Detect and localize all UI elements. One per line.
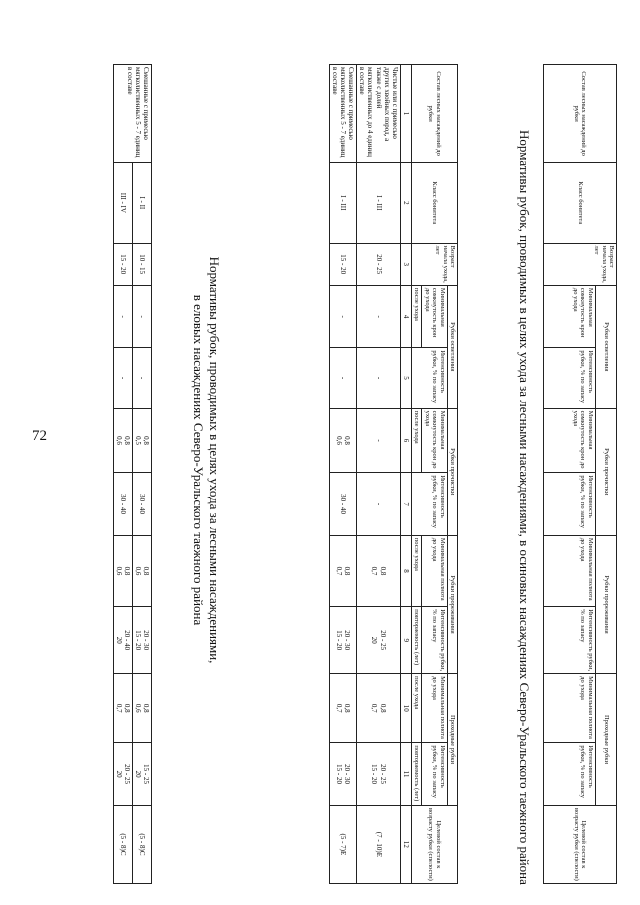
colnum: 4 [400,285,411,347]
colnum: 9 [400,607,411,674]
header-int: Интенсивность рубки, % по запасу [422,743,447,805]
cell-value: 0,8 0,7 [330,674,357,743]
cell-value: 15 - 25 20 [132,743,151,805]
header-min-full: Минимальная полнота до ухода [544,674,596,743]
colnum: 2 [400,163,411,243]
cell-age: 15 - 20 [113,243,132,285]
header-int: Интенсивность рубки, % по запасу [544,743,596,805]
header-repeat: повторяемость (лет) [411,607,421,674]
table-row [357,65,400,884]
cell-value: 0,8 0,6 [113,535,132,606]
cell-value: 0,8 0,5 [132,408,151,473]
header-after: после ухода [411,408,421,473]
header-target: Целевой состав к возрасту рубки (спелости) [544,805,617,883]
header-int: Интенсивность рубки, % по запасу [544,607,596,674]
cell-value: - [357,348,400,408]
cell-target: (7 - 10)Е [357,805,400,883]
colnum: 3 [400,243,411,285]
header-int: Интенсивность рубки, % по запасу [544,473,596,535]
colnum: 8 [400,535,411,606]
header-osv: Рубки осветления [447,285,457,408]
header-min-comp: Минимальная сомкнутость крон до ухода [544,408,596,473]
cell-bonitet: I - III [357,163,400,243]
cell-value: 0,8 0,7 [357,535,400,606]
colnum: 6 [400,408,411,473]
header-after: после ухода [411,535,421,606]
cell-target: (5 - 8)С [113,805,132,883]
cell-value: - [330,285,357,347]
cell-value: - [132,285,151,347]
colnum: 5 [400,348,411,408]
header-int: Интенсивность рубки, % по запасу [411,348,447,408]
colnum-row [400,65,411,884]
cell-value: 30 - 40 [132,473,151,535]
cell-value: 20 - 25 20 [357,607,400,674]
cell-value: 30 - 40 [330,473,357,535]
cell-value: - [357,473,400,535]
header-repeat: повторяемость (лет) [411,743,421,805]
table-row [132,65,151,884]
cell-value: 0,8 0,6 [132,535,151,606]
header-prohod: Проходные рубки [447,674,457,806]
cell-value: 20 - 30 15 - 20 [330,607,357,674]
cell-value: 0,8 0,7 [357,674,400,743]
cell-value: 0,8 0,6 [132,674,151,743]
cell-bonitet: III - IV [113,163,132,243]
cell-age: 20 - 25 [357,243,400,285]
header-after: после ухода [411,285,421,347]
header-int: Интенсивность рубки, % по запасу [411,473,447,535]
header-row [595,65,616,884]
header-after: после ухода [411,674,421,743]
table2-title [516,130,532,885]
cell-value: 0,8 0,7 [113,674,132,743]
cell-bonitet: I - III [330,163,357,243]
colnum: 11 [400,743,411,805]
cell-value: 20 - 30 15 - 20 [330,743,357,805]
cell-composition: Смешанные с примесью мягколиственных 5 - 7 единиц в составе [113,65,151,163]
header-age: Возраст начала ухода, лет [411,243,457,285]
colnum: 12 [400,805,411,883]
title-line: в еловых насаждениях Северо-Уральского таежного района [190,294,206,626]
header-prohod: Проходные рубки [595,674,616,806]
aspen-norms-table [543,64,617,884]
header-osv: Рубки осветления [595,285,616,408]
cell-age: 10 - 15 [132,243,151,285]
header-int: Интенсивность рубки, % по запасу [422,607,447,674]
continuation-table [113,64,152,884]
header-composition: Состав лесных насаждений до рубки [411,65,457,163]
header-min-comp: Минимальная сомкнутость крон до ухода [422,408,447,473]
cell-age: 15 - 20 [330,243,357,285]
header-target: Целевой состав к возрасту рубки (спелости) [411,805,457,883]
cell-value: 20 - 25 15 - 20 [357,743,400,805]
cell-value: - [113,348,132,408]
title-line: Нормативы рубок, проводимых в целях ухода за лесными насаждениями, [207,256,222,664]
cell-value: 20 - 40 20 [113,607,132,674]
colnum: 1 [400,65,411,163]
header-min-full: Минимальная полнота до ухода [544,535,596,606]
cell-value: 20 - 30 15 - 20 [132,607,151,674]
cell-value: - [357,285,400,347]
header-int: Интенсивность рубки, % по запасу [544,348,596,408]
header-proch: Рубки прочистки [595,408,616,535]
header-min-comp: Минимальная сомкнутость крон до ухода [544,285,596,347]
cell-target: (5 - 8)С [132,805,151,883]
colnum: 7 [400,473,411,535]
cell-value: - [357,408,400,473]
cell-value: 0,8 0,7 [330,535,357,606]
cell-value: - [330,348,357,408]
cell-bonitet: I - II [132,163,151,243]
cell-value: - [132,348,151,408]
spruce-norms-table [329,64,458,884]
header-min-full: Минимальная полнота до ухода [422,674,447,743]
cell-value: 0,8 0,6 [113,408,132,473]
cell-value: 0,8 0,6 [330,408,357,473]
table-row [113,65,132,884]
title-line: Нормативы рубок, проводимых в целях ухода за лесными насаждениями, в осиновых насаждениях Северо-Уральского таежного района [517,130,532,885]
cell-composition: Чистые или с примесью других хвойных пород, а также с долей мягколиственных до 4 единиц в составе [357,65,400,163]
cell-composition: Смешанные с примесью мягколиственных 5 - 7 единиц в составе [330,65,357,163]
colnum: 10 [400,674,411,743]
cell-value: - [113,285,132,347]
header-min-comp: Минимальная сомкнутость крон до ухода [422,285,447,347]
page-number: 72 [32,428,47,444]
header-row [447,65,457,884]
header-prorezh: Рубки прореживания [595,535,616,673]
header-proch: Рубки прочистки [447,408,457,535]
header-min-full: Минимальная полнота до ухода [422,535,447,606]
header-bonitet: Класс бонитета [544,163,617,243]
table-row [330,65,357,884]
cell-value: 20 - 25 20 [113,743,132,805]
cell-target: (5 - 7)Е [330,805,357,883]
header-bonitet: Класс бонитета [411,163,457,243]
header-prorezh: Рубки прореживания [447,535,457,673]
cell-value: 30 - 40 [113,473,132,535]
header-age: Возраст начала ухода, лет [544,243,617,285]
header-composition: Состав лесных насаждений до рубки [544,65,617,163]
table1-title [190,140,223,780]
